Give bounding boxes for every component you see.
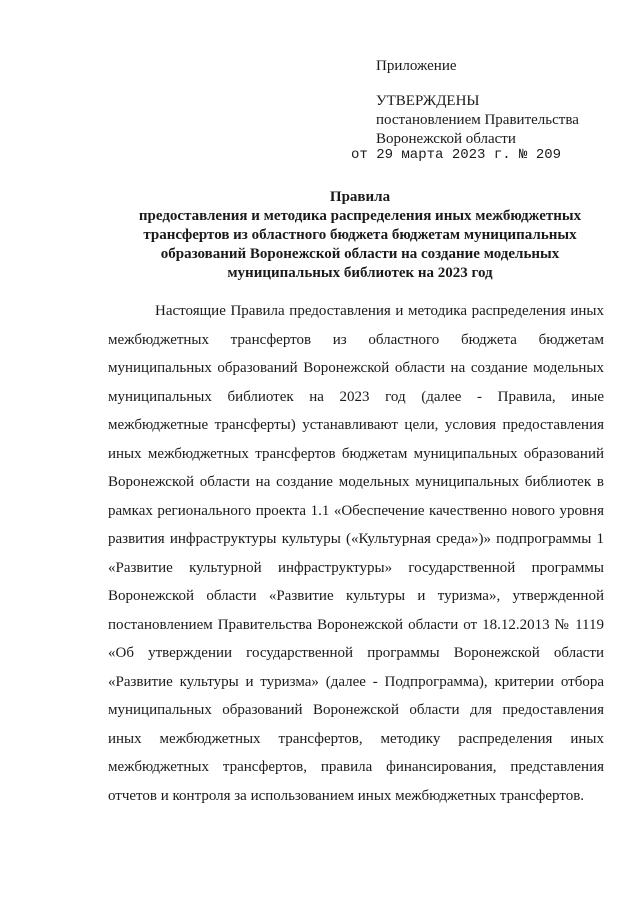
body-line: иных межбюджетных трансфертов бюджетам муниципальных образований bbox=[108, 445, 604, 462]
body-paragraph bbox=[108, 297, 604, 810]
body-line: Воронежской области «Развитие культуры и туризма», утвержденной bbox=[108, 588, 604, 604]
document-title bbox=[108, 188, 612, 283]
title-subtitle-line: предоставления и методика распределения иных межбюджетных bbox=[138, 208, 582, 224]
resolution-date-number: от 29 марта 2023 г. № 209 bbox=[351, 147, 562, 163]
body-line: отчетов и контроля за использованием иных межбюджетных трансфертов. bbox=[108, 787, 585, 804]
appendix-label: Приложение bbox=[376, 58, 457, 74]
body-line: развития инфраструктуры культуры («Культурная среда»)» подпрограммы 1 bbox=[108, 531, 604, 547]
body-line: муниципальных образований Воронежской области на создание модельных bbox=[108, 360, 604, 376]
body-line: межбюджетных трансфертов из областного бюджета бюджетам bbox=[108, 331, 604, 348]
body-line: межбюджетные трансферты) устанавливают цели, условия предоставления bbox=[108, 417, 604, 433]
approval-block bbox=[376, 92, 579, 149]
body-line: рамках регионального проекта 1.1 «Обеспечение качественно нового уровня bbox=[108, 502, 604, 519]
body-line: постановлением Правительства Воронежской области от 18.12.2013 № 1119 bbox=[108, 616, 604, 633]
body-line: Воронежской области на создание модельных муниципальных библиотек в bbox=[108, 474, 604, 490]
body-line: «Развитие культурной инфраструктуры» государственной программы bbox=[108, 559, 604, 576]
body-line: иных межбюджетных трансфертов, методику распределения иных bbox=[108, 730, 604, 747]
body-line: муниципальных библиотек на 2023 год (далее - Правила, иные bbox=[108, 388, 604, 405]
body-line: «Развитие культуры и туризма» (далее - Подпрограмма), критерии отбора bbox=[108, 673, 604, 690]
title-subtitle-line: трансфертов из областного бюджета бюджетам муниципальных bbox=[143, 227, 577, 243]
title-heading: Правила bbox=[329, 189, 391, 205]
approved-by-line-1: постановлением Правительства bbox=[376, 112, 579, 128]
title-subtitle-line: образований Воронежской области на создание модельных bbox=[160, 246, 560, 262]
body-line: «Об утверждении государственной программы Воронежской области bbox=[108, 645, 604, 661]
body-line: муниципальных образований Воронежской области для предоставления bbox=[108, 702, 604, 718]
title-subtitle-line: муниципальных библиотек на 2023 год bbox=[227, 265, 493, 281]
body-line: межбюджетных трансфертов, правила финансирования, представления bbox=[108, 759, 604, 775]
approved-by-line-2: Воронежской области bbox=[376, 131, 516, 147]
body-line: Настоящие Правила предоставления и методика распределения иных bbox=[155, 303, 604, 319]
approved-label: УТВЕРЖДЕНЫ bbox=[376, 93, 480, 109]
